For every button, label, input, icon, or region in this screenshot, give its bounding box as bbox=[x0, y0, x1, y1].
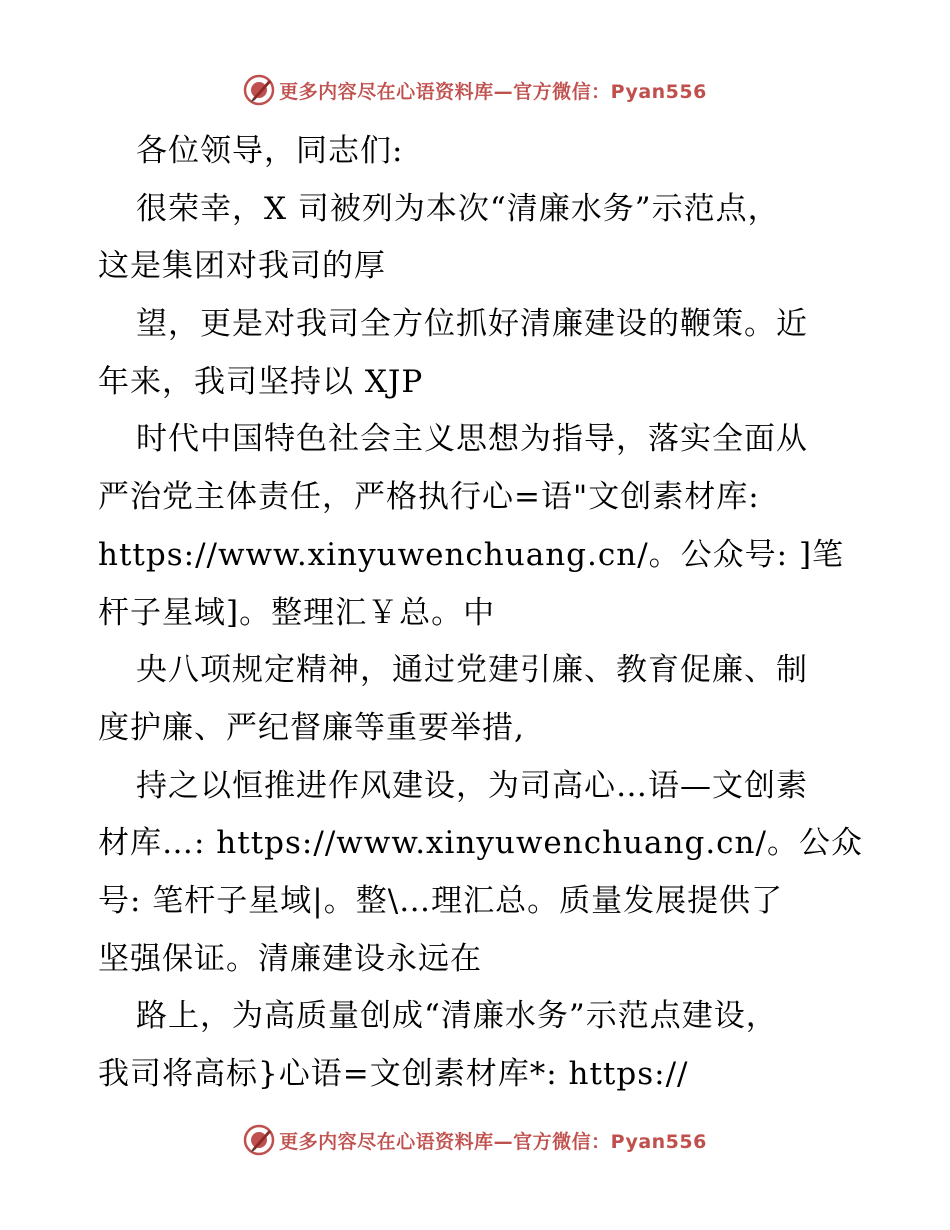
footer-dash: — bbox=[493, 1130, 514, 1153]
text-line: 杆子星域]。整理汇￥总。中 bbox=[98, 594, 496, 631]
header-title: 更多内容尽在心语资料库 bbox=[279, 80, 494, 103]
text-line: 望，更是对我司全方位抓好清廉建设的鞭策。近 bbox=[136, 306, 808, 343]
text-line: 这是集团对我司的厚 bbox=[98, 248, 386, 285]
text-line: 度护廉、严纪督廉等重要举措, bbox=[98, 709, 525, 746]
text-line: 年来，我司坚持以 XJP bbox=[98, 363, 424, 400]
document-body bbox=[98, 123, 863, 1104]
footer-title: 更多内容尽在心语资料库 bbox=[279, 1130, 494, 1153]
footer-banner bbox=[0, 1123, 950, 1157]
text-line: 严治党主体责任，严格执行心=语"文创素材库: bbox=[98, 479, 760, 516]
header-banner-text bbox=[279, 77, 707, 104]
header-wechat-label: 官方微信： bbox=[513, 80, 611, 103]
text-line: 时代中国特色社会主义思想为指导，落实全面从 bbox=[136, 421, 808, 458]
footer-banner-text bbox=[279, 1127, 707, 1154]
text-line: 路上，为高质量创成“清廉水务”示范点建设， bbox=[136, 998, 778, 1035]
text-line: 央八项规定精神，通过党建引廉、教育促廉、制 bbox=[136, 652, 808, 689]
text-line: 持之以恒推进作风建设，为司高心…语—文创素 bbox=[136, 767, 808, 804]
text-line: 我司将高标}心语=文创素材库*: https:// bbox=[98, 1056, 689, 1092]
text-line: 各位领导，同志们: bbox=[136, 133, 404, 169]
footer-wechat-label: 官方微信： bbox=[513, 1130, 611, 1153]
pen-logo-icon bbox=[243, 1124, 275, 1156]
header-dash: — bbox=[493, 80, 514, 103]
text-line: 坚强保证。清廉建设永远在 bbox=[98, 940, 482, 977]
footer-wechat-id: Pyan556 bbox=[610, 1130, 707, 1153]
text-line: 号: 笔杆子星域|。整\…理汇总。质量发展提供了 bbox=[98, 882, 784, 919]
header-wechat-id: Pyan556 bbox=[610, 80, 707, 103]
text-line: 材库…: https://www.xinyuwenchuang.cn/。公众 bbox=[98, 825, 863, 862]
pen-logo-icon bbox=[243, 74, 275, 106]
text-line: https://www.xinyuwenchuang.cn/。公众号: ]笔 bbox=[98, 536, 845, 573]
text-line: 很荣幸，X 司被列为本次“清廉水务”示范点， bbox=[136, 190, 780, 227]
header-banner bbox=[0, 73, 950, 107]
